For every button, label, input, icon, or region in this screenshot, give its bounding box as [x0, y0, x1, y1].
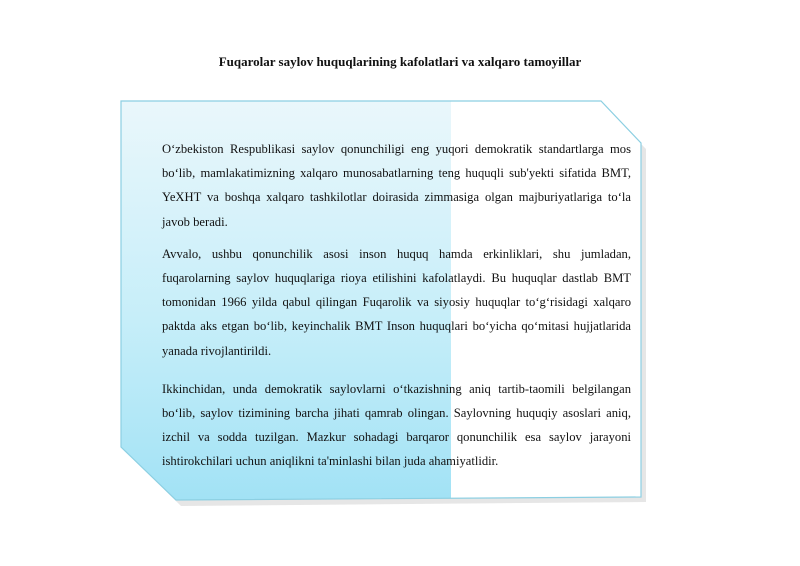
paragraph-1: O‘zbekiston Respublikasi saylov qonunchiligi eng yuqori demokratik standartlarga mos bo‘lib, mamlakatimizning xalqaro munosabatlarning teng huquqli sub'yekti sifatida BMT, YeXHT va boshqa xalqaro tashkilotlar doirasida zimmasiga olgan majburiyatlariga to‘la javob beradi. [162, 142, 631, 229]
panel-body [162, 137, 631, 482]
paragraph-3: Ikkinchidan, unda demokratik saylovlarni o‘tkazishning aniq tartib-taomili belgilangan bo‘lib, saylov tizimining barcha jihati qamrab olingan. Saylovning huquqiy asoslari aniq, izchil va sodda tuzilgan. Mazkur sohadagi barqaror qonunchilik esa saylov jarayoni ishtirokchilari uchun aniqlikni ta'minlashi bilan juda ahamiyatlidir. [162, 381, 631, 469]
document-title: Fuqarolar saylov huquqlarining kafolatlari va xalqaro tamoyillar [218, 54, 582, 69]
paragraph-2: Avvalo, ushbu qonunchilik asosi inson huquq hamda erkinliklari, shu jumladan, fuqarolarning saylov huquqlariga rioya etilishini kafolatlaydi. Bu huquqlar dastlab BMT tomonidan 1966 yilda qabul qilingan Fuqarolik va siyosiy huquqlar to‘g‘risidagi xalqaro paktda aks etgan bo‘lib, keyinchalik BMT Inson huquqlari bo‘yicha qo‘mitasi hujjatlarida yanada rivojlantirildi. [162, 246, 631, 358]
